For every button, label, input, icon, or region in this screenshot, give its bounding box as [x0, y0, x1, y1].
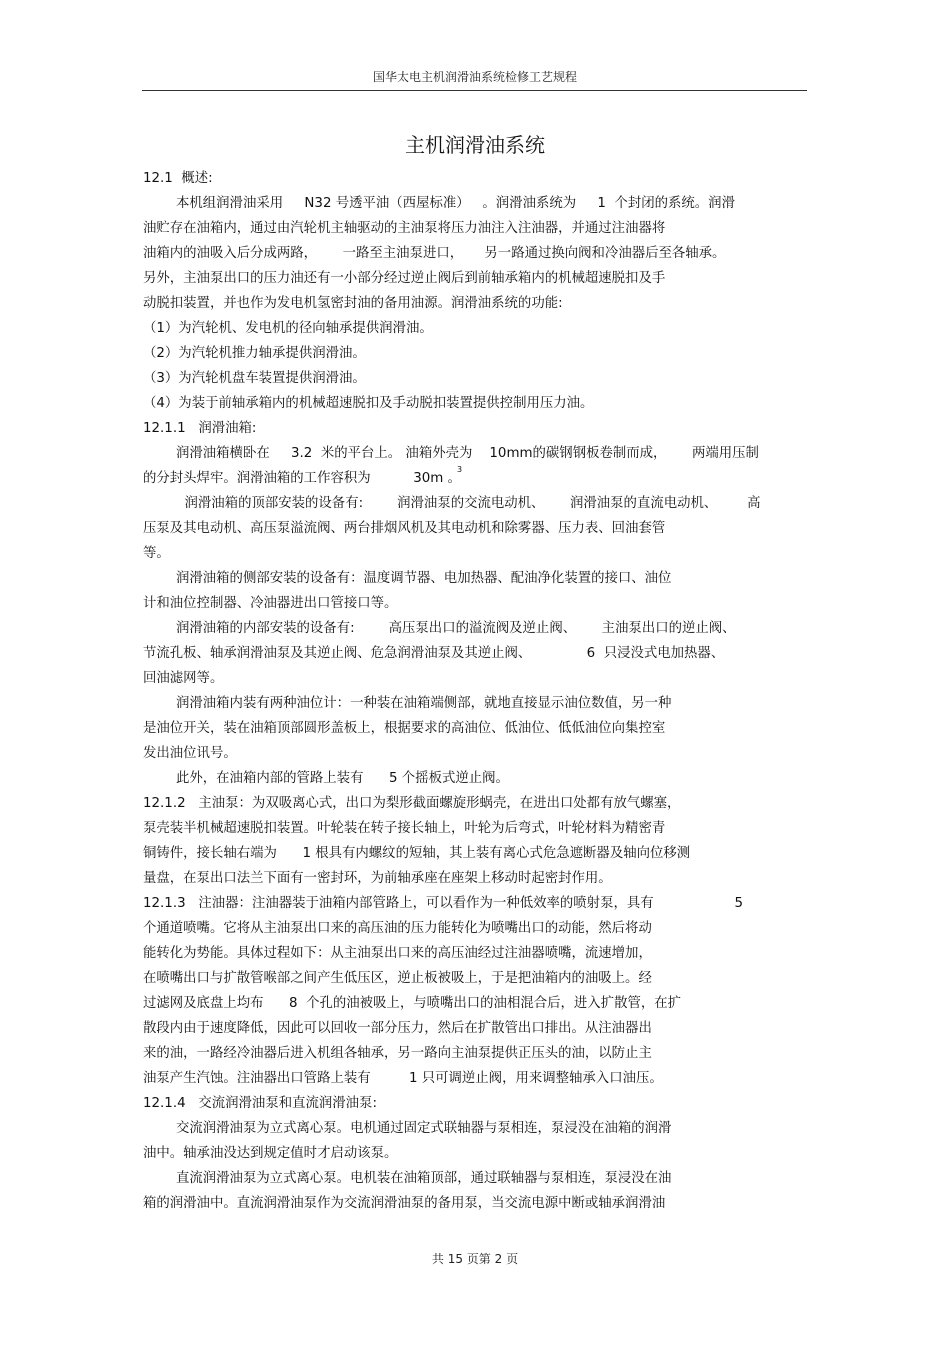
paragraph-line: 来的油，一路经冷油器后进入机组各轴承，另一路向主油泵提供正压头的油，以防止主 — [143, 1046, 652, 1061]
paragraph-line: 箱的润滑油中。直流润滑油泵作为交流润滑油泵的备用泵，当交流电源中断或轴承润滑油 — [143, 1196, 666, 1211]
paragraph-line: 等。 — [143, 546, 170, 561]
list-item: （4）为装于前轴承箱内的机械超速脱扣及手动脱扣装置提供控制用压力油。 — [143, 396, 594, 411]
paragraph-line: 润滑油箱的顶部安装的设备有: 润滑油泵的交流电动机、 润滑油泵的直流电动机、 高 — [176, 496, 761, 511]
header-divider — [142, 90, 807, 91]
paragraph-line: 在喷嘴出口与扩散管喉部之间产生低压区，逆止板被吸上，于是把油箱内的油吸上。经 — [143, 971, 652, 986]
page-title: 主机润滑油系统 — [405, 133, 545, 157]
paragraph-line: 节流孔板、轴承润滑油泵及其逆止阀、危急润滑油泵及其逆止阀、 6 只浸没式电加热器、 — [143, 646, 725, 661]
section-heading: 12.1.4 交流润滑油泵和直流润滑油泵: — [143, 1096, 377, 1111]
list-item: （1）为汽轮机、发电机的径向轴承提供润滑油。 — [143, 321, 433, 336]
running-header: 国华太电主机润滑油系统检修工艺规程 — [372, 70, 577, 84]
paragraph-line: 油泵产生汽蚀。注油器出口管路上装有 1 只可调逆止阀，用来调整轴承入口油压。 — [143, 1071, 663, 1086]
paragraph-line: 计和油位控制器、冷油器进出口管接口等。 — [143, 596, 398, 611]
paragraph-line: 过滤网及底盘上均布 8 个孔的油被吸上，与喷嘴出口的油相混合后，进入扩散管，在扩 — [143, 996, 682, 1011]
paragraph-line: 动脱扣装置，并也作为发电机氢密封油的备用油源。润滑油系统的功能: — [143, 296, 563, 311]
paragraph-line: 润滑油箱的内部安装的设备有: 高压泵出口的溢流阀及逆止阀、 主油泵出口的逆止阀、 — [176, 621, 736, 636]
section-heading: 12.1.1 润滑油箱: — [143, 421, 257, 436]
paragraph-line: 是油位开关，装在油箱顶部圆形盖板上，根据要求的高油位、低油位、低低油位向集控室 — [143, 721, 666, 736]
page-number-footer: 共 15 页第 2 页 — [431, 1252, 519, 1266]
paragraph-line: 本机组润滑油采用 N32 号透平油（西屋标准） 。润滑油系统为 1 个封闭的系统。润滑 — [176, 196, 735, 211]
paragraph-line: 润滑油箱横卧在 3.2 米的平台上。 油箱外壳为 10mm的碳钢钢板卷制而成， 两端用压制 — [176, 446, 759, 461]
paragraph-line: 油贮存在油箱内，通过由汽轮机主轴驱动的主油泵将压力油注入注油器，并通过注油器将 — [143, 221, 666, 236]
section-heading: 12.1.2 主油泵：为双吸离心式，出口为梨形截面螺旋形蜗壳，在进出口处都有放气螺塞， — [143, 796, 681, 811]
paragraph-line: 的分封头焊牢。润滑油箱的工作容积为 30m 。 — [143, 471, 461, 486]
list-item: （2）为汽轮机推力轴承提供润滑油。 — [143, 346, 366, 361]
paragraph-line: 交流润滑油泵为立式离心泵。电机通过固定式联轴器与泵相连，泵浸没在油箱的润滑 — [176, 1121, 672, 1136]
paragraph-line: 发出油位讯号。 — [143, 746, 237, 761]
paragraph-line: 油箱内的油吸入后分成两路， 一路至主油泵进口， 另一路通过换向阀和冷油器后至各轴承。 — [143, 246, 726, 261]
paragraph-line: 量盘，在泵出口法兰下面有一密封环，为前轴承座在座架上移动时起密封作用。 — [143, 871, 612, 886]
paragraph-line: 此外，在油箱内部的管路上装有 5 个摇板式逆止阀。 — [176, 771, 509, 786]
paragraph-line: 回油滤网等。 — [143, 671, 224, 686]
paragraph-line: 润滑油箱内装有两种油位计：一种装在油箱端侧部，就地直接显示油位数值，另一种 — [176, 696, 672, 711]
superscript-cube: 3 — [457, 465, 463, 474]
paragraph-line: 铜铸件，接长轴右端为 1 根具有内螺纹的短轴，其上装有离心式危急遮断器及轴向位移测 — [143, 846, 691, 861]
section-heading: 12.1 概述: — [143, 171, 213, 186]
paragraph-line: 个通道喷嘴。它将从主油泵出口来的高压油的压力能转化为喷嘴出口的动能，然后将动 — [143, 921, 652, 936]
paragraph-line: 泵壳装半机械超速脱扣装置。叶轮装在转子接长轴上，叶轮为后弯式，叶轮材料为精密青 — [143, 821, 666, 836]
paragraph-line: 另外，主油泵出口的压力油还有一小部分经过逆止阀后到前轴承箱内的机械超速脱扣及手 — [143, 271, 666, 286]
paragraph-line: 直流润滑油泵为立式离心泵。电机装在油箱顶部，通过联轴器与泵相连，泵浸没在油 — [176, 1171, 672, 1186]
paragraph-line: 油中。轴承油没达到规定值时才启动该泵。 — [143, 1146, 398, 1161]
paragraph-line: 润滑油箱的侧部安装的设备有：温度调节器、电加热器、配油净化装置的接口、油位 — [176, 571, 672, 586]
paragraph-line: 散段内由于速度降低，因此可以回收一部分压力，然后在扩散管出口排出。从注油器出 — [143, 1021, 652, 1036]
section-heading: 12.1.3 注油器：注油器装于油箱内部管路上，可以看作为一种低效率的喷射泵，具有 5 — [143, 896, 744, 911]
list-item: （3）为汽轮机盘车装置提供润滑油。 — [143, 371, 366, 386]
paragraph-line: 能转化为势能。具体过程如下：从主油泵出口来的高压油经过注油器喷嘴，流速增加， — [143, 946, 652, 961]
paragraph-line: 压泵及其电动机、高压泵溢流阀、两台排烟风机及其电动机和除雾器、压力表、回油套管 — [143, 521, 666, 536]
